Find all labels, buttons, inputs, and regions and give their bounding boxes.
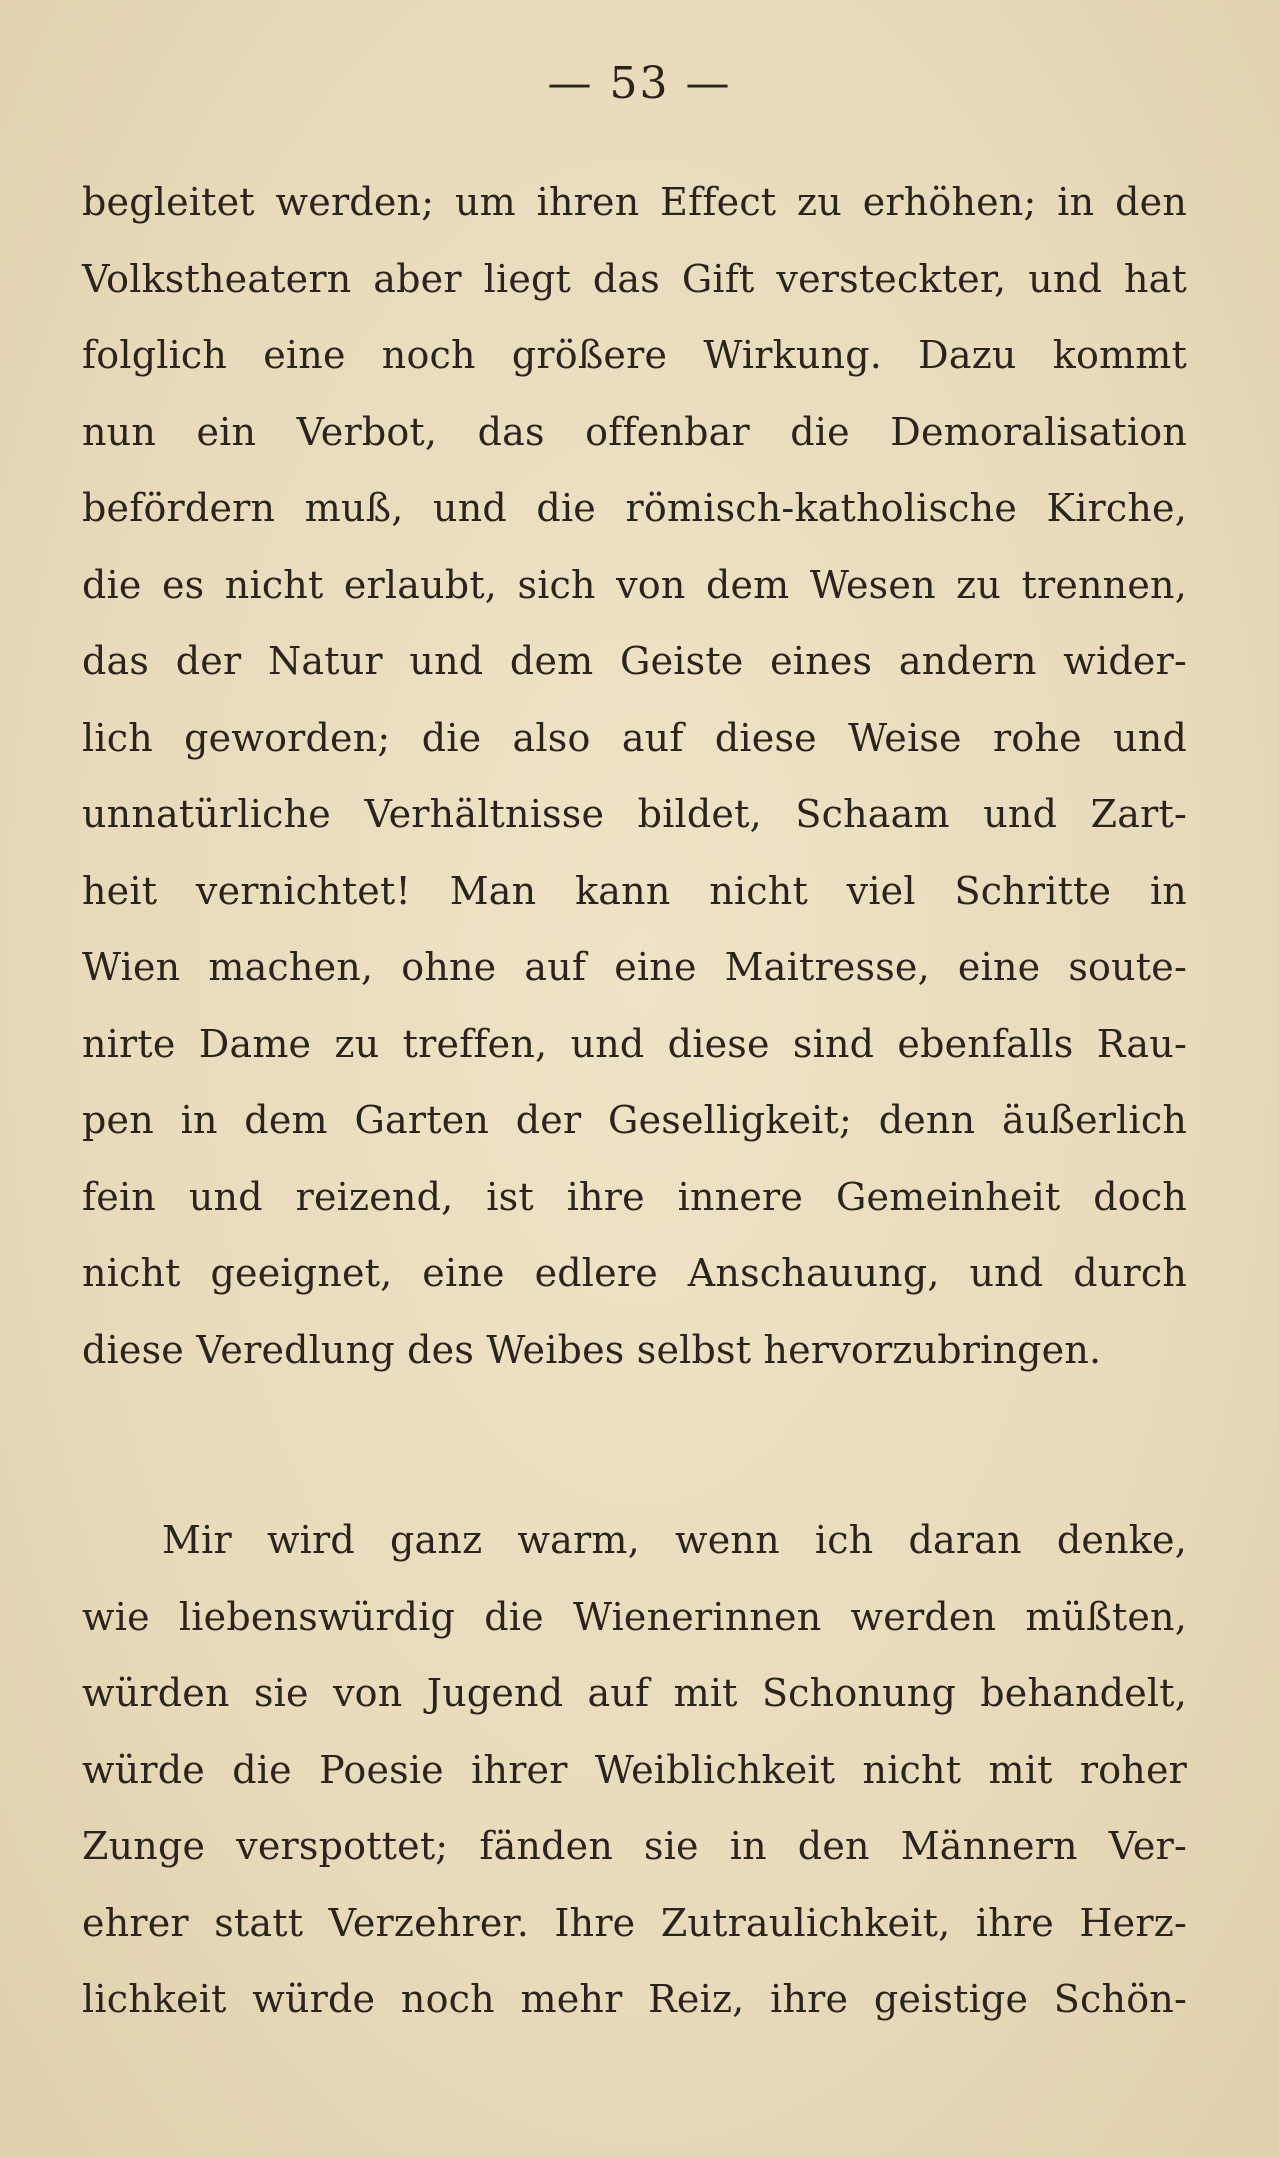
paragraph-1	[82, 164, 1187, 1388]
text-line: nun ein Verbot, das offenbar die Demoralisation	[82, 409, 1187, 454]
text-line: heit vernichtet! Man kann nicht viel Schritte in	[82, 868, 1187, 913]
text-line: wie liebenswürdig die Wienerinnen werden müßten,	[82, 1594, 1187, 1639]
text-line: würde die Poesie ihrer Weiblichkeit nicht mit roher	[82, 1747, 1187, 1792]
text-line: Zunge verspottet; fänden sie in den Männern Ver-	[82, 1824, 1187, 1869]
text-line: befördern muß, und die römisch-katholische Kirche,	[82, 486, 1187, 531]
text-line: das der Natur und dem Geiste eines andern wider-	[82, 639, 1187, 684]
text-line: begleitet werden; um ihren Effect zu erhöhen; in den	[82, 180, 1187, 225]
text-line: diese Veredlung des Weibes selbst hervorzubringen.	[82, 1327, 1102, 1372]
text-line: unnatürliche Verhältnisse bildet, Schaam und Zart-	[82, 792, 1187, 837]
text-line: die es nicht erlaubt, sich von dem Wesen zu trennen,	[82, 562, 1187, 607]
text-line: Wien machen, ohne auf eine Maitresse, eine soute-	[82, 945, 1187, 990]
text-line: Volkstheatern aber liegt das Gift versteckter, und hat	[82, 256, 1187, 301]
text-line: nirte Dame zu treffen, und diese sind ebenfalls Rau-	[82, 1021, 1187, 1066]
paragraph-2	[82, 1502, 1187, 2038]
text-line: würden sie von Jugend auf mit Schonung behandelt,	[82, 1671, 1187, 1716]
text-line: pen in dem Garten der Geselligkeit; denn äußerlich	[82, 1098, 1187, 1143]
text-line: lichkeit würde noch mehr Reiz, ihre geistige Schön-	[82, 1977, 1187, 2022]
text-line: lich geworden; die also auf diese Weise rohe und	[82, 715, 1187, 760]
text-line: ehrer statt Verzehrer. Ihre Zutraulichkeit, ihre Herz-	[82, 1900, 1187, 1945]
page-number: — 53 —	[547, 58, 732, 109]
text-line: nicht geeignet, eine edlere Anschauung, und durch	[82, 1251, 1187, 1296]
text-line: Mir wird ganz warm, wenn ich daran denke,	[162, 1518, 1187, 1563]
text-line: fein und reizend, ist ihre innere Gemeinheit doch	[82, 1174, 1187, 1219]
text-line: folglich eine noch größere Wirkung. Dazu kommt	[82, 333, 1187, 378]
